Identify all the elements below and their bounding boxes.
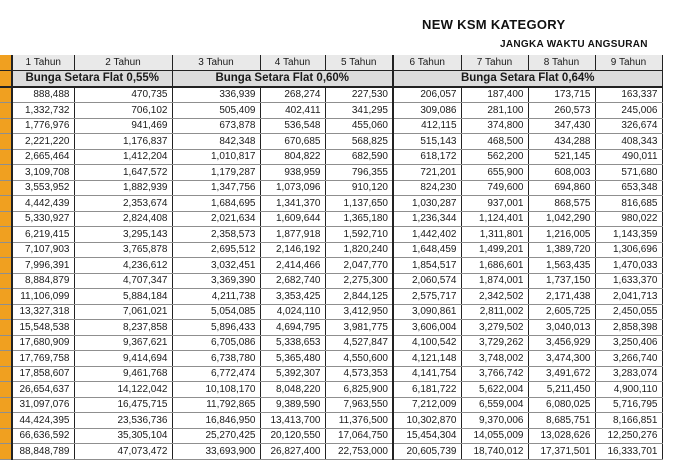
- row-marker: [0, 366, 12, 382]
- table-cell: 4,900,110: [595, 382, 662, 398]
- table-row: [0, 103, 662, 119]
- table-cell: 17,858,607: [12, 366, 74, 382]
- table-cell: 227,530: [325, 87, 393, 103]
- table-cell: 618,172: [393, 149, 461, 165]
- table-cell: 23,536,736: [74, 413, 172, 429]
- table-cell: 6,825,900: [325, 382, 393, 398]
- table-row: [0, 444, 662, 460]
- table-cell: 2,414,466: [260, 258, 325, 274]
- table-cell: 1,442,402: [393, 227, 461, 243]
- table-cell: 13,327,318: [12, 304, 74, 320]
- table-cell: 4,550,600: [325, 351, 393, 367]
- table-cell: 187,400: [461, 87, 528, 103]
- table-cell: 568,825: [325, 134, 393, 150]
- table-cell: 3,279,502: [461, 320, 528, 336]
- table-cell: 1,470,033: [595, 258, 662, 274]
- row-marker: [0, 335, 12, 351]
- table-cell: 868,575: [528, 196, 595, 212]
- table-cell: 1,737,150: [528, 273, 595, 289]
- table-row: [0, 397, 662, 413]
- row-marker: [0, 428, 12, 444]
- table-cell: 4,236,612: [74, 258, 172, 274]
- table-cell: 3,729,262: [461, 335, 528, 351]
- table-cell: 2,575,717: [393, 289, 461, 305]
- table-cell: 1,341,370: [260, 196, 325, 212]
- table-cell: 26,827,400: [260, 444, 325, 460]
- table-cell: 1,684,695: [172, 196, 260, 212]
- table-row: [0, 428, 662, 444]
- table-cell: 721,201: [393, 165, 461, 181]
- table-row: [0, 289, 662, 305]
- row-marker: [0, 444, 12, 460]
- table-cell: 22,753,000: [325, 444, 393, 460]
- table-cell: 88,848,789: [12, 444, 74, 460]
- table-cell: 14,122,042: [74, 382, 172, 398]
- table-cell: 281,100: [461, 103, 528, 119]
- table-cell: 1,633,370: [595, 273, 662, 289]
- table-row: [0, 87, 662, 103]
- table-cell: 326,674: [595, 118, 662, 134]
- table-cell: 682,590: [325, 149, 393, 165]
- rate-row: [0, 70, 662, 87]
- table-cell: 35,305,104: [74, 428, 172, 444]
- table-cell: 7,061,021: [74, 304, 172, 320]
- table-cell: 2,695,512: [172, 242, 260, 258]
- table-cell: 3,250,406: [595, 335, 662, 351]
- table-cell: 796,355: [325, 165, 393, 181]
- row-marker: [0, 211, 12, 227]
- table-cell: 2,041,713: [595, 289, 662, 305]
- table-cell: 655,900: [461, 165, 528, 181]
- table-cell: 3,491,672: [528, 366, 595, 382]
- table-row: [0, 211, 662, 227]
- table-cell: 17,371,501: [528, 444, 595, 460]
- table-cell: 20,605,739: [393, 444, 461, 460]
- table-row: [0, 134, 662, 150]
- table-cell: 2,858,398: [595, 320, 662, 336]
- table-cell: 749,600: [461, 180, 528, 196]
- table-cell: 2,358,573: [172, 227, 260, 243]
- table-cell: 347,430: [528, 118, 595, 134]
- table-cell: 3,295,143: [74, 227, 172, 243]
- row-marker: [0, 304, 12, 320]
- table-cell: 1,648,459: [393, 242, 461, 258]
- table-cell: 12,250,276: [595, 428, 662, 444]
- row-marker: [0, 149, 12, 165]
- table-cell: 7,963,550: [325, 397, 393, 413]
- table-cell: 4,707,347: [74, 273, 172, 289]
- table-cell: 16,846,950: [172, 413, 260, 429]
- table-cell: 11,106,099: [12, 289, 74, 305]
- table-row: [0, 242, 662, 258]
- table-cell: 653,348: [595, 180, 662, 196]
- table-cell: 3,748,002: [461, 351, 528, 367]
- installment-table: [0, 55, 663, 460]
- table-cell: 245,006: [595, 103, 662, 119]
- table-cell: 3,765,878: [74, 242, 172, 258]
- row-marker-header: [0, 55, 12, 70]
- table-cell: 13,028,626: [528, 428, 595, 444]
- table-row: [0, 196, 662, 212]
- row-marker: [0, 413, 12, 429]
- table-cell: 4,442,439: [12, 196, 74, 212]
- table-cell: 5,392,307: [260, 366, 325, 382]
- table-cell: 11,376,500: [325, 413, 393, 429]
- table-cell: 260,573: [528, 103, 595, 119]
- table-cell: 2,605,725: [528, 304, 595, 320]
- table-cell: 18,740,012: [461, 444, 528, 460]
- table-cell: 15,548,538: [12, 320, 74, 336]
- row-marker: [0, 165, 12, 181]
- table-cell: 2,665,464: [12, 149, 74, 165]
- header-year-9: 9 Tahun: [595, 55, 662, 70]
- row-marker: [0, 397, 12, 413]
- table-cell: 14,055,009: [461, 428, 528, 444]
- row-marker: [0, 320, 12, 336]
- table-cell: 17,680,909: [12, 335, 74, 351]
- table-cell: 3,474,300: [528, 351, 595, 367]
- header-year-1: 1 Tahun: [12, 55, 74, 70]
- table-cell: 408,343: [595, 134, 662, 150]
- table-cell: 941,469: [74, 118, 172, 134]
- table-cell: 10,302,870: [393, 413, 461, 429]
- table-cell: 163,337: [595, 87, 662, 103]
- table-cell: 4,211,738: [172, 289, 260, 305]
- table-cell: 8,685,751: [528, 413, 595, 429]
- row-marker: [0, 134, 12, 150]
- table-cell: 1,347,756: [172, 180, 260, 196]
- table-cell: 910,120: [325, 180, 393, 196]
- table-cell: 2,275,300: [325, 273, 393, 289]
- table-cell: 9,414,694: [74, 351, 172, 367]
- table-cell: 6,181,722: [393, 382, 461, 398]
- table-cell: 309,086: [393, 103, 461, 119]
- table-cell: 7,212,009: [393, 397, 461, 413]
- table-cell: 694,860: [528, 180, 595, 196]
- table-cell: 1,499,201: [461, 242, 528, 258]
- table-cell: 3,032,451: [172, 258, 260, 274]
- table-cell: 1,010,817: [172, 149, 260, 165]
- table-cell: 9,389,590: [260, 397, 325, 413]
- table-row: [0, 118, 662, 134]
- table-cell: 673,878: [172, 118, 260, 134]
- table-cell: 3,456,929: [528, 335, 595, 351]
- table-cell: 5,622,004: [461, 382, 528, 398]
- table-cell: 842,348: [172, 134, 260, 150]
- table-cell: 26,654,637: [12, 382, 74, 398]
- sheet-title: NEW KSM KATEGORY: [422, 17, 566, 32]
- table-cell: 2,342,502: [461, 289, 528, 305]
- table-cell: 3,090,861: [393, 304, 461, 320]
- table-cell: 9,370,006: [461, 413, 528, 429]
- table-cell: 8,048,220: [260, 382, 325, 398]
- table-cell: 5,716,795: [595, 397, 662, 413]
- row-marker: [0, 87, 12, 103]
- table-cell: 1,332,732: [12, 103, 74, 119]
- table-cell: 268,274: [260, 87, 325, 103]
- table-cell: 1,124,401: [461, 211, 528, 227]
- table-cell: 6,772,474: [172, 366, 260, 382]
- table-cell: 1,609,644: [260, 211, 325, 227]
- table-cell: 1,073,096: [260, 180, 325, 196]
- table-row: [0, 382, 662, 398]
- row-marker: [0, 289, 12, 305]
- table-cell: 434,288: [528, 134, 595, 150]
- installment-period-label: JANGKA WAKTU ANGSURAN: [500, 39, 648, 50]
- table-cell: 490,011: [595, 149, 662, 165]
- table-row: [0, 258, 662, 274]
- table-cell: 455,060: [325, 118, 393, 134]
- table-cell: 1,311,801: [461, 227, 528, 243]
- table-cell: 1,776,976: [12, 118, 74, 134]
- table-cell: 3,266,740: [595, 351, 662, 367]
- table-cell: 2,146,192: [260, 242, 325, 258]
- table-cell: 1,365,180: [325, 211, 393, 227]
- rate-label-1: Bunga Setara Flat 0,55%: [12, 70, 172, 87]
- table-cell: 3,553,952: [12, 180, 74, 196]
- table-cell: 5,330,927: [12, 211, 74, 227]
- table-cell: 1,874,001: [461, 273, 528, 289]
- table-cell: 1,389,720: [528, 242, 595, 258]
- table-cell: 33,693,900: [172, 444, 260, 460]
- table-cell: 17,064,750: [325, 428, 393, 444]
- table-cell: 4,121,148: [393, 351, 461, 367]
- table-cell: 4,694,795: [260, 320, 325, 336]
- table-cell: 1,176,837: [74, 134, 172, 150]
- table-cell: 515,143: [393, 134, 461, 150]
- table-cell: 206,057: [393, 87, 461, 103]
- table-row: [0, 304, 662, 320]
- table-cell: 1,563,435: [528, 258, 595, 274]
- table-row: [0, 165, 662, 181]
- table-cell: 816,685: [595, 196, 662, 212]
- table-cell: 2,021,634: [172, 211, 260, 227]
- table-cell: 9,367,621: [74, 335, 172, 351]
- table-cell: 6,080,025: [528, 397, 595, 413]
- table-row: [0, 413, 662, 429]
- table-cell: 412,115: [393, 118, 461, 134]
- table-cell: 562,200: [461, 149, 528, 165]
- table-cell: 44,424,395: [12, 413, 74, 429]
- table-cell: 7,996,391: [12, 258, 74, 274]
- table-cell: 336,939: [172, 87, 260, 103]
- header-year-6: 6 Tahun: [393, 55, 461, 70]
- table-cell: 5,054,085: [172, 304, 260, 320]
- table-cell: 980,022: [595, 211, 662, 227]
- table-cell: 1,143,359: [595, 227, 662, 243]
- table-cell: 8,237,858: [74, 320, 172, 336]
- table-cell: 937,001: [461, 196, 528, 212]
- row-marker: [0, 180, 12, 196]
- table-cell: 888,488: [12, 87, 74, 103]
- rate-label-3: Bunga Setara Flat 0,64%: [393, 70, 662, 87]
- table-row: [0, 227, 662, 243]
- header-year-3: 3 Tahun: [172, 55, 260, 70]
- table-cell: 2,047,770: [325, 258, 393, 274]
- table-cell: 16,475,715: [74, 397, 172, 413]
- row-marker: [0, 273, 12, 289]
- header-row: [0, 55, 662, 70]
- table-cell: 11,792,865: [172, 397, 260, 413]
- table-cell: 470,735: [74, 87, 172, 103]
- table-cell: 1,686,601: [461, 258, 528, 274]
- table-cell: 536,548: [260, 118, 325, 134]
- table-cell: 1,854,517: [393, 258, 461, 274]
- table-row: [0, 180, 662, 196]
- table-cell: 8,166,851: [595, 413, 662, 429]
- table-cell: 15,454,304: [393, 428, 461, 444]
- header-year-7: 7 Tahun: [461, 55, 528, 70]
- table-cell: 1,042,290: [528, 211, 595, 227]
- table-cell: 1,236,344: [393, 211, 461, 227]
- table-row: [0, 351, 662, 367]
- table-cell: 824,230: [393, 180, 461, 196]
- table-cell: 706,102: [74, 103, 172, 119]
- rate-label-2: Bunga Setara Flat 0,60%: [172, 70, 393, 87]
- table-cell: 6,738,780: [172, 351, 260, 367]
- table-cell: 5,365,480: [260, 351, 325, 367]
- table-cell: 670,685: [260, 134, 325, 150]
- table-cell: 5,338,653: [260, 335, 325, 351]
- row-marker: [0, 196, 12, 212]
- table-cell: 3,283,074: [595, 366, 662, 382]
- table-cell: 1,647,572: [74, 165, 172, 181]
- table-cell: 3,109,708: [12, 165, 74, 181]
- table-cell: 3,040,013: [528, 320, 595, 336]
- table-row: [0, 273, 662, 289]
- table-cell: 16,333,701: [595, 444, 662, 460]
- table-cell: 374,800: [461, 118, 528, 134]
- table-cell: 9,461,768: [74, 366, 172, 382]
- row-marker: [0, 382, 12, 398]
- table-cell: 2,221,220: [12, 134, 74, 150]
- table-row: [0, 320, 662, 336]
- table-cell: 402,411: [260, 103, 325, 119]
- table-cell: 3,766,742: [461, 366, 528, 382]
- table-cell: 3,353,425: [260, 289, 325, 305]
- table-cell: 173,715: [528, 87, 595, 103]
- table-cell: 3,606,004: [393, 320, 461, 336]
- header-year-4: 4 Tahun: [260, 55, 325, 70]
- table-cell: 6,559,004: [461, 397, 528, 413]
- table-cell: 804,822: [260, 149, 325, 165]
- table-cell: 2,060,574: [393, 273, 461, 289]
- table-cell: 1,306,696: [595, 242, 662, 258]
- table-cell: 468,500: [461, 134, 528, 150]
- table-cell: 4,100,542: [393, 335, 461, 351]
- table-cell: 1,877,918: [260, 227, 325, 243]
- table-cell: 25,270,425: [172, 428, 260, 444]
- table-cell: 1,030,287: [393, 196, 461, 212]
- table-cell: 13,413,700: [260, 413, 325, 429]
- table-cell: 10,108,170: [172, 382, 260, 398]
- table-cell: 1,412,204: [74, 149, 172, 165]
- row-marker: [0, 258, 12, 274]
- table-cell: 5,896,433: [172, 320, 260, 336]
- table-cell: 1,820,240: [325, 242, 393, 258]
- header-year-2: 2 Tahun: [74, 55, 172, 70]
- table-cell: 3,981,775: [325, 320, 393, 336]
- row-marker: [0, 118, 12, 134]
- table-cell: 31,097,076: [12, 397, 74, 413]
- table-cell: 2,682,740: [260, 273, 325, 289]
- table-cell: 4,024,110: [260, 304, 325, 320]
- row-marker: [0, 227, 12, 243]
- table-cell: 5,211,450: [528, 382, 595, 398]
- table-cell: 571,680: [595, 165, 662, 181]
- table-cell: 6,705,086: [172, 335, 260, 351]
- table-cell: 2,171,438: [528, 289, 595, 305]
- row-marker: [0, 242, 12, 258]
- table-cell: 1,216,005: [528, 227, 595, 243]
- table-cell: 6,219,415: [12, 227, 74, 243]
- row-marker: [0, 103, 12, 119]
- table-cell: 20,120,550: [260, 428, 325, 444]
- row-marker: [0, 70, 12, 87]
- table-cell: 66,636,592: [12, 428, 74, 444]
- table-cell: 1,137,650: [325, 196, 393, 212]
- table-cell: 2,824,408: [74, 211, 172, 227]
- table-cell: 3,412,950: [325, 304, 393, 320]
- table-cell: 2,450,055: [595, 304, 662, 320]
- table-cell: 4,141,754: [393, 366, 461, 382]
- table-cell: 2,811,002: [461, 304, 528, 320]
- header-year-5: 5 Tahun: [325, 55, 393, 70]
- table-cell: 608,003: [528, 165, 595, 181]
- table-cell: 1,882,939: [74, 180, 172, 196]
- table-cell: 2,844,125: [325, 289, 393, 305]
- table-cell: 47,073,472: [74, 444, 172, 460]
- table-cell: 17,769,758: [12, 351, 74, 367]
- table-cell: 3,369,390: [172, 273, 260, 289]
- table-cell: 521,145: [528, 149, 595, 165]
- table-cell: 505,409: [172, 103, 260, 119]
- table-row: [0, 149, 662, 165]
- table-cell: 4,527,847: [325, 335, 393, 351]
- table-cell: 341,295: [325, 103, 393, 119]
- table-cell: 8,884,879: [12, 273, 74, 289]
- table-row: [0, 366, 662, 382]
- header-year-8: 8 Tahun: [528, 55, 595, 70]
- table-cell: 1,179,287: [172, 165, 260, 181]
- table-cell: 2,353,674: [74, 196, 172, 212]
- table-cell: 4,573,353: [325, 366, 393, 382]
- table-cell: 7,107,903: [12, 242, 74, 258]
- table-cell: 5,884,184: [74, 289, 172, 305]
- table-cell: 938,959: [260, 165, 325, 181]
- table-row: [0, 335, 662, 351]
- table-cell: 1,592,710: [325, 227, 393, 243]
- row-marker: [0, 351, 12, 367]
